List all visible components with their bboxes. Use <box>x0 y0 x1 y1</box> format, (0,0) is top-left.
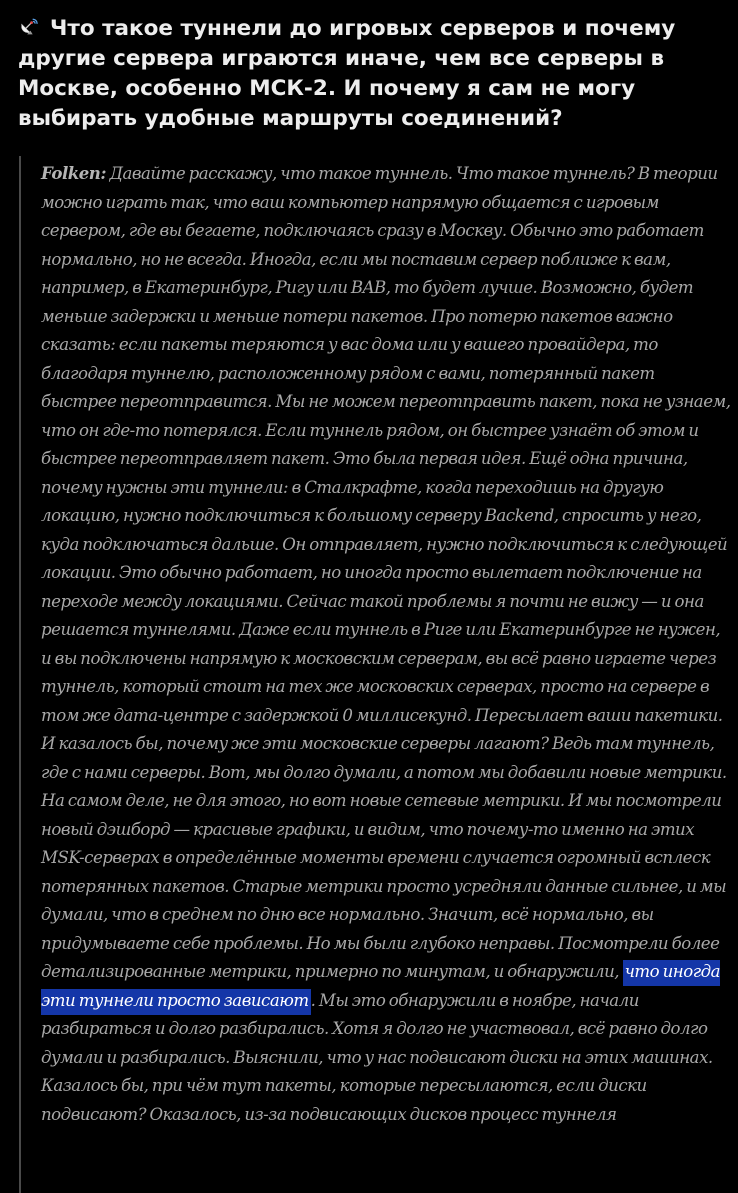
heading-text: Что такое туннели до игровых серверов и почему другие сервера играются иначе, чем все серверы в Москве, особенно МСК-2. И почему я сам не могу выбирать удобные маршруты соединений? <box>18 16 676 131</box>
selected-text[interactable]: что иногда эти туннели просто зависают <box>41 960 720 1015</box>
quote-text-after: . Мы это обнаружили в ноябре, начали разбираться и долго разбирались. Хотя я долго не участвовал, всё равно долго думали и разбирались. Выяснили, что у нас подвисают диски на этих машинах. Казалось бы, при чём тут пакеты, которые пересылаются, если диски подвисают? Оказалось, из-за подвисающих дисков процесс туннеля <box>41 990 713 1124</box>
quote-border <box>19 156 21 1193</box>
speaker-name: Folken: <box>41 163 106 183</box>
quote-text-before: Давайте расскажу, что такое туннель. Что такое туннель? В теории можно играть так, что ваш компьютер напрямую общается с игровым сервером, где вы бегаете, подключаясь сразу в Москву. Обычно это работает нормально, но не всегда. Иногда, если мы поставим сервер поближе к вам, например, в Екатеринбург, Ригу или BAB, то будет лучше. Возможно, будет меньше задержки и меньше потери пакетов. Про потерю пакетов важно сказать: если пакеты теряются у вас дома или у вашего провайдера, то благодаря туннелю, расположенному рядом с вами, потерянный пакет быстрее переотправится. Мы не можем переотправить пакет, пока не узнаем, что он где-то потерялся. Если туннель рядом, он быстрее узнаёт об этом и быстрее переотправляет пакет. Это была первая идея. Ещё одна причина, почему нужны эти туннели: в Сталкрафте, когда переходишь на другую локацию, нужно подключиться к большому серверу Backend, спросить у него, куда подключаться дальше. Он отправляет, нужно подключиться к следующей локации. Это обычно работает, но иногда просто вылетает подключение на переходе между локациями. Сейчас такой проблемы я почти не вижу — и она решается туннелями. Даже если туннель в Риге или Екатеринбурге не нужен, и вы подключены напрямую к московским серверам, вы всё равно играете через туннель, который стоит на тех же московских серверах, просто на сервере в том же дата-центре с задержкой 0 миллисекунд. Пересылает ваши пакетики. И казалось бы, почему же эти московские серверы лагают? Ведь там туннель, где с нами серверы. Вот, мы долго думали, а потом мы добавили новые метрики. На самом деле, не для этого, но вот новые сетевые метрики. И мы посмотрели новый дэшборд — красивые графики, и видим, что почему-то именно на этих MSK-серверах в определённые моменты времени случается огромный всплеск потерянных пакетов. Старые метрики просто усредняли данные сильнее, и мы думали, что в среднем по дню все нормально. Значит, всё нормально, вы придумываете себе проблемы. Но мы были глубоко неправы. Посмотрели более детализированные метрики, примерно по минутам, и обнаружили, <box>41 164 731 981</box>
transcript-quote <box>41 159 731 1129</box>
satellite-dish-icon <box>18 16 40 38</box>
question-heading <box>18 14 734 134</box>
